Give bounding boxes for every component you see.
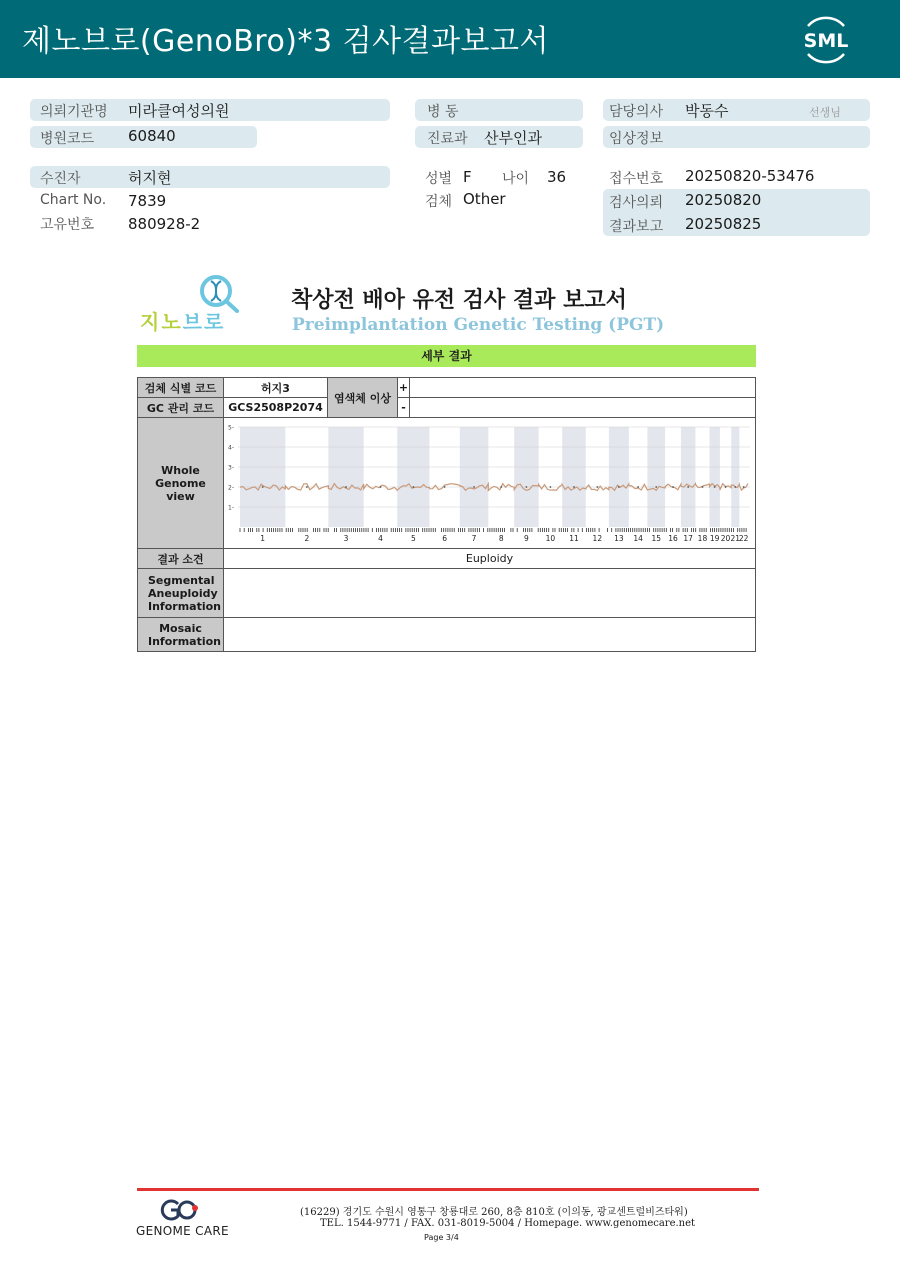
specimen-value: Other xyxy=(463,190,506,208)
y-tick-label: 5- xyxy=(228,424,234,431)
hospital-code-label: 병원코드 xyxy=(40,131,95,147)
patient-row xyxy=(30,166,390,188)
department-value: 산부인과 xyxy=(484,129,542,147)
chromosome-label: 20 xyxy=(720,533,731,543)
chromosome-band xyxy=(681,427,696,527)
doctor-suffix: 선생님 xyxy=(809,106,841,119)
y-tick-label: 2- xyxy=(228,484,234,491)
specimen-code-label: 검체 식별 코드 xyxy=(138,378,224,398)
chromosome-label: 22 xyxy=(738,533,749,543)
genome-care-logo-icon xyxy=(158,1198,202,1222)
chart-value: 7839 xyxy=(128,192,167,210)
chromosome-band xyxy=(731,427,739,527)
chrom-abnormal-label: 염색체 이상 xyxy=(328,378,398,418)
receipt-value: 20250820-53476 xyxy=(685,167,815,185)
chart-label: Chart No. xyxy=(40,192,107,208)
chromosome-band xyxy=(647,427,665,527)
patient-label: 수진자 xyxy=(40,171,81,187)
chromosome-band xyxy=(609,427,629,527)
chromosome-label: 6 xyxy=(442,533,447,543)
request-value: 20250820 xyxy=(685,191,762,209)
footer-rule xyxy=(137,1188,759,1191)
plus-value xyxy=(410,378,756,398)
chromosome-label: 13 xyxy=(614,533,624,543)
copy-number-point xyxy=(526,486,528,488)
chromosome-band xyxy=(514,427,538,527)
chromosome-label: 1 xyxy=(260,533,266,543)
genome-care-name: GENOME CARE xyxy=(136,1224,229,1238)
chromosome-band xyxy=(240,427,285,527)
minus-sign: - xyxy=(398,398,410,418)
result-value: Euploidy xyxy=(224,549,756,569)
copy-number-point xyxy=(687,486,689,488)
sex-value: F xyxy=(463,168,472,186)
gc-code-value: GCS2508P2074 xyxy=(224,398,328,418)
department-label: 진료과 xyxy=(427,131,468,147)
y-tick-label: 3- xyxy=(228,464,234,471)
chromosome-label: 2 xyxy=(304,533,310,543)
chromosome-label: 3 xyxy=(343,533,349,543)
section-title: 세부 결과 xyxy=(421,349,472,363)
page-number: Page 3/4 xyxy=(424,1233,459,1242)
receipt-label: 접수번호 xyxy=(609,171,664,187)
copy-number-point xyxy=(618,486,620,488)
chromosome-label: 18 xyxy=(697,533,708,543)
sex-label: 성별 xyxy=(425,171,453,187)
chromosome-label: 21 xyxy=(730,533,741,543)
svg-text:SML: SML xyxy=(803,30,849,52)
institution-label: 의뢰기관명 xyxy=(40,104,108,120)
report-date-label: 결과보고 xyxy=(609,219,664,235)
footer-contact: TEL. 1544-9771 / FAX. 031-8019-5004 / Homepage. www.genomecare.net xyxy=(320,1218,696,1229)
copy-number-point xyxy=(380,486,382,488)
copy-number-point xyxy=(262,486,264,488)
result-table xyxy=(137,377,756,652)
copy-number-point xyxy=(345,486,347,488)
report-title: 제노브로(GenoBro)*3 검사결과보고서 xyxy=(22,24,549,59)
copy-number-point xyxy=(473,486,475,488)
doctor-label: 담당의사 xyxy=(609,104,664,120)
unique-id-label: 고유번호 xyxy=(40,217,95,233)
y-tick-label: 1- xyxy=(228,504,234,511)
chromosome-band xyxy=(397,427,429,527)
chromosome-label: 8 xyxy=(498,533,504,543)
chromosome-label: 17 xyxy=(683,533,693,543)
pgt-subtitle: Preimplantation Genetic Testing (PGT) xyxy=(292,315,665,335)
minus-value xyxy=(410,398,756,418)
footer-address: (16229) 경기도 수원시 영통구 창룡대로 260, 8층 810호 (이의동, 광교센트럴비즈타워) xyxy=(300,1207,688,1218)
chromosome-label: 12 xyxy=(592,533,603,543)
chromosome-label: 19 xyxy=(709,533,720,543)
institution-value: 미라클여성의원 xyxy=(128,102,230,120)
copy-number-point xyxy=(500,486,502,488)
copy-number-point xyxy=(596,486,598,488)
copy-number-point xyxy=(702,486,704,488)
copy-number-point xyxy=(550,486,552,488)
segmental-value xyxy=(224,569,756,618)
chromosome-label: 7 xyxy=(471,533,477,543)
chromosome-label: 16 xyxy=(668,533,678,543)
chromosome-label: 10 xyxy=(545,533,556,543)
copy-number-point xyxy=(725,486,727,488)
specimen-label: 검체 xyxy=(425,194,453,210)
mosaic-label: Mosaic Information xyxy=(138,618,224,652)
copy-number-point xyxy=(306,486,308,488)
copy-number-point xyxy=(672,486,674,488)
copy-number-point xyxy=(637,486,639,488)
specimen-code-value: 허지3 xyxy=(224,378,328,398)
request-label: 검사의뢰 xyxy=(609,195,664,211)
pgt-title: 착상전 배아 유전 검사 결과 보고서 xyxy=(291,288,627,313)
patient-value: 허지현 xyxy=(128,169,172,187)
copy-number-point xyxy=(655,486,657,488)
doctor-value: 박동수 xyxy=(685,102,729,120)
age-label: 나이 xyxy=(502,171,530,187)
result-label: 결과 소견 xyxy=(138,549,224,569)
copy-number-point xyxy=(734,486,736,488)
unique-id-value: 880928-2 xyxy=(128,215,201,233)
genome-chart-cell xyxy=(224,418,756,549)
chromosome-label: 5 xyxy=(410,533,416,543)
whole-genome-label: Whole Genome view xyxy=(138,418,224,549)
chromosome-band xyxy=(460,427,489,527)
chromosome-label: 14 xyxy=(633,533,643,543)
copy-number-point xyxy=(573,486,575,488)
gc-code-label: GC 관리 코드 xyxy=(138,398,224,418)
segmental-label: Segmental Aneuploidy Information xyxy=(138,569,224,618)
chromosome-label: 15 xyxy=(651,533,662,543)
chromosome-band xyxy=(328,427,363,527)
chromosome-band xyxy=(709,427,719,527)
chromosome-band xyxy=(562,427,586,527)
hospital-code-value: 60840 xyxy=(128,127,176,145)
plus-sign: + xyxy=(398,378,410,398)
section-bar xyxy=(137,345,756,367)
clinical-label: 임상정보 xyxy=(609,131,664,147)
report-date-value: 20250825 xyxy=(685,215,762,233)
chromosome-label: 4 xyxy=(378,533,383,543)
chromosome-label: 9 xyxy=(524,533,529,543)
whole-genome-chart xyxy=(224,419,755,548)
mosaic-value xyxy=(224,618,756,652)
copy-number-point xyxy=(412,486,414,488)
ward-label: 병 동 xyxy=(427,104,459,120)
copy-number-point xyxy=(444,486,446,488)
geno-brand: 지노브로 xyxy=(140,310,226,334)
age-value: 36 xyxy=(547,168,567,186)
copy-number-point xyxy=(743,486,745,488)
sml-logo xyxy=(798,12,854,68)
chromosome-label: 11 xyxy=(569,533,579,543)
y-tick-label: 4- xyxy=(228,444,234,451)
copy-number-point xyxy=(714,486,716,488)
